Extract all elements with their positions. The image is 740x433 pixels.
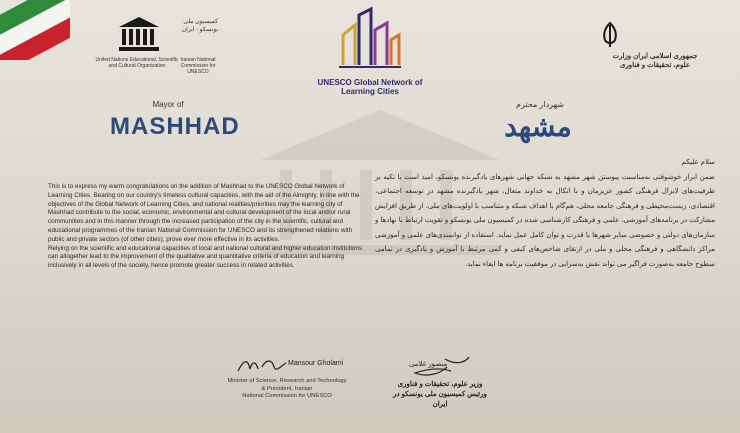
mayor-label-fa: شهردار محترم <box>516 100 564 109</box>
signatory-title-fa <box>385 380 495 410</box>
iran-flag <box>0 0 70 60</box>
iran-nc-name: Iranian National Commission for UNESCO <box>180 57 216 75</box>
signatory-title-en-line-2: & President, Iranian <box>261 385 313 392</box>
body-en-paragraph-2: Relying on the scientific and educational capacities of local and national cultural and higher education institutions can altogether lead to the improvement of the qualitative and quantitative criteria of education and learning inclusively in all levels of the society, hence promote greater success in related activities. <box>48 244 362 270</box>
body-en-paragraph-1: This is to express my warm congratulations on the addition of Mashhad to the UNESCO Global Network of Learning Cities. Bearing on our country's timeless cultural capacities, with the aid of the Almighty, in line with the objectives of the Global Network of Learning Cities, and national realities/priorities may the learning city of Mashhad contribute to the social, economic, environmental and cultural development of the local and/or rural communities and in this manner through the increased participation of the city in the scientific, cultural and educational programmes of the Iranian National Commission for UNESCO and its strengthened relations with public and private sectors (of other cities), prove ever more effective in its activities. <box>48 183 360 243</box>
signature-fa <box>395 355 475 381</box>
body-fa-greeting: سلام علیکم <box>681 159 715 166</box>
signatory-title-en-line-3: National Commission for UNESCO <box>242 393 332 399</box>
iran-emblem-icon <box>595 20 625 50</box>
unesco-fa-name: کمیسیون ملی یونسکو - ایران <box>181 19 218 33</box>
ministry-name: جمهوری اسلامی ایران وزارت علوم، تحقیقات و فناوری <box>612 53 698 69</box>
gnlc-title: UNESCO Global Network of Learning Cities <box>317 78 423 96</box>
signatory-title-en <box>212 378 362 401</box>
signatory-name-fa: منصور غلامی <box>408 361 448 368</box>
gnlc-logo <box>335 5 405 75</box>
body-fa-paragraph: ضمن ابراز خوشوقتی به‌مناسبت پیوستن شهر مشهد به شبکه جهانی شهرهای یادگیرنده یونسکو، امید است با تکیه بر ظرفیت‌های لایزال فرهنگی کشور عزیزمان و با اتکال به خداوند متعال، شهر یادگیرنده مشهد در توسعه اجتماعی، اقتصادی، زیست‌محیطی و فرهنگی جامعه محلی، هم‌گام با اهداف شبکه و متناسب با اولویت‌های ملی، از طریق افزایش مشارکت در برنامه‌های آموزشی، علمی و فرهنگی کارشناسی شده در کمیسیون ملی یونسکو و تقویت ارتباط با نهادها و سازمان‌های دولتی و خصوصی سایر شهرها با قدرت و توان کامل عمل نماید. استفاده از توانمندی‌های علمی و آموزشی مراکز دانشگاهی و فرهنگی محلی و ملی در ارتقای شاخص‌های کیفی و کمی مرتبط با آموزش و یادگیری در تمامی سطوح جامعه به‌صورت فراگیر می تواند نقش به‌سزایی در موفقیت برنامه ها ایفاء نماید. <box>375 173 715 268</box>
signatory-title-fa-line-2: ورئیس کمیسیون ملی یونسکو در ایران <box>393 391 487 408</box>
city-name-fa: مشهد <box>504 111 572 142</box>
signatory-name-en: Mansour Gholami <box>288 360 344 367</box>
city-name-en: MASHHAD <box>110 113 240 140</box>
body-text-fa <box>375 156 715 272</box>
mayor-of-label: Mayor of <box>152 100 184 109</box>
unesco-logo <box>117 15 161 53</box>
body-text-en <box>48 183 366 271</box>
unesco-org-name: United Nations Educational, Scientific and Cultural Organization <box>95 57 179 69</box>
signatory-title-fa-line-1: وزیر علوم، تحقیقات و فناوری <box>397 381 483 388</box>
signatory-title-en-line-1: Minister of Science, Research and Technology <box>227 378 347 384</box>
